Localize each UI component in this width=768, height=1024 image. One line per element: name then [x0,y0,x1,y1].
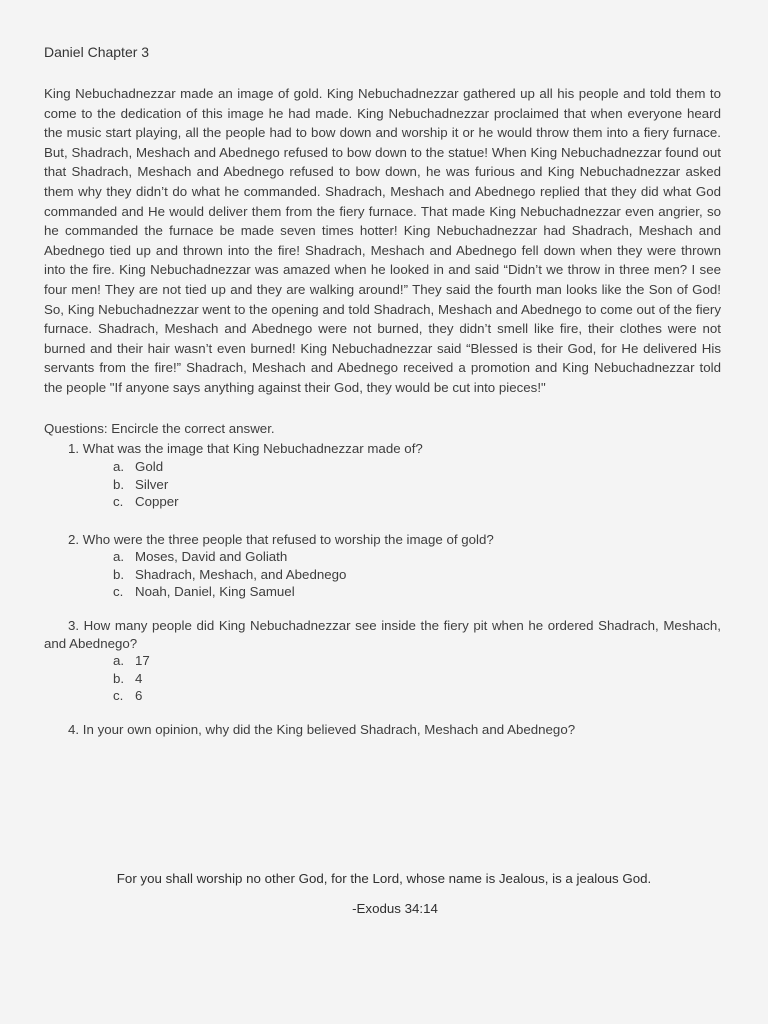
option-letter: b. [113,670,125,686]
option-text: 4 [135,670,143,686]
option-text: Silver [135,476,169,492]
question-4: 4. In your own opinion, why did the King believed Shadrach, Meshach and Abednego? [68,722,576,737]
question-2: 2. Who were the three people that refused to worship the image of gold? [68,532,494,547]
option-letter: b. [113,566,125,582]
bible-verse: For you shall worship no other God, for the Lord, whose name is Jealous, is a jealous God. [116,871,652,886]
question-1-options [113,458,179,511]
answer-option[interactable] [113,566,346,584]
answer-option[interactable] [113,583,346,601]
answer-option[interactable] [113,548,346,566]
answer-option[interactable] [113,687,150,705]
answer-option[interactable] [113,493,179,511]
option-letter: c. [113,688,124,703]
answer-option[interactable] [113,652,150,670]
questions-instructions: Questions: Encircle the correct answer. [44,421,275,436]
option-text: 6 [135,688,143,703]
option-text: Noah, Daniel, King Samuel [135,584,295,599]
option-text: 17 [135,653,150,668]
option-letter: c. [113,584,124,599]
option-letter: a. [113,549,125,564]
option-letter: a. [113,459,125,474]
verse-reference: -Exodus 34:14 [352,901,438,916]
answer-option[interactable] [113,458,179,476]
answer-option[interactable] [113,670,150,688]
option-letter: c. [113,494,124,509]
question-1: 1. What was the image that King Nebuchadnezzar made of? [68,441,423,456]
question-2-options [113,548,346,601]
option-text: Moses, David and Goliath [135,549,288,564]
document-title: Daniel Chapter 3 [44,44,150,60]
option-text: Gold [135,459,164,474]
option-letter: b. [113,476,125,492]
question-3: 3. How many people did King Nebuchadnezzar see inside the fiery pit when he ordered Shadrach, Meshach, and Abednego? [44,618,721,651]
question-3-options [113,652,150,705]
option-letter: a. [113,653,125,668]
story-paragraph: King Nebuchadnezzar made an image of gold. King Nebuchadnezzar gathered up all his people and told them to come to the dedication of this image he had made. King Nebuchadnezzar proclaimed that when everyone heard the music start playing, all the people had to bow down and worship it or he would throw them into a fiery furnace. But, Shadrach, Meshach and Abednego refused to bow down to the statue! When King Nebuchadnezzar found out that Shadrach, Meshach and Abednego refused to bow down, he was furious and King Nebuchadnezzar asked them why they didn’t do what he commanded. Shadrach, Meshach and Abednego replied that they did what God commanded and He would deliver them from the fiery furnace. That made King Nebuchadnezzar even angrier, so he commanded the furnace be made seven times hotter! King Nebuchadnezzar had Shadrach, Meshach and Abednego tied up and thrown into the fire! Shadrach, Meshach and Abednego fell down when they were thrown into the fire. King Nebuchadnezzar was amazed when he looked in and said “Didn’t we throw in three men? I see four men! They are not tied up and they are walking around!” They said the fourth man looks like the Son of God! So, King Nebuchadnezzar went to the opening and told Shadrach, Meshach and Abednego to come out of the fiery furnace. Shadrach, Meshach and Abednego were not burned, they didn’t smell like fire, their clothes were not burned and their hair wasn’t even burned! King Nebuchadnezzar said “Blessed is their God, for He delivered His servants from the fire!” Shadrach, Meshach and Abednego received a promotion and King Nebuchadnezzar told the people "If anyone says anything against their God, they would be cut into pieces!" [44,86,721,395]
answer-option[interactable] [113,476,179,494]
option-text: Copper [135,494,179,509]
option-text: Shadrach, Meshach, and Abednego [135,566,347,582]
